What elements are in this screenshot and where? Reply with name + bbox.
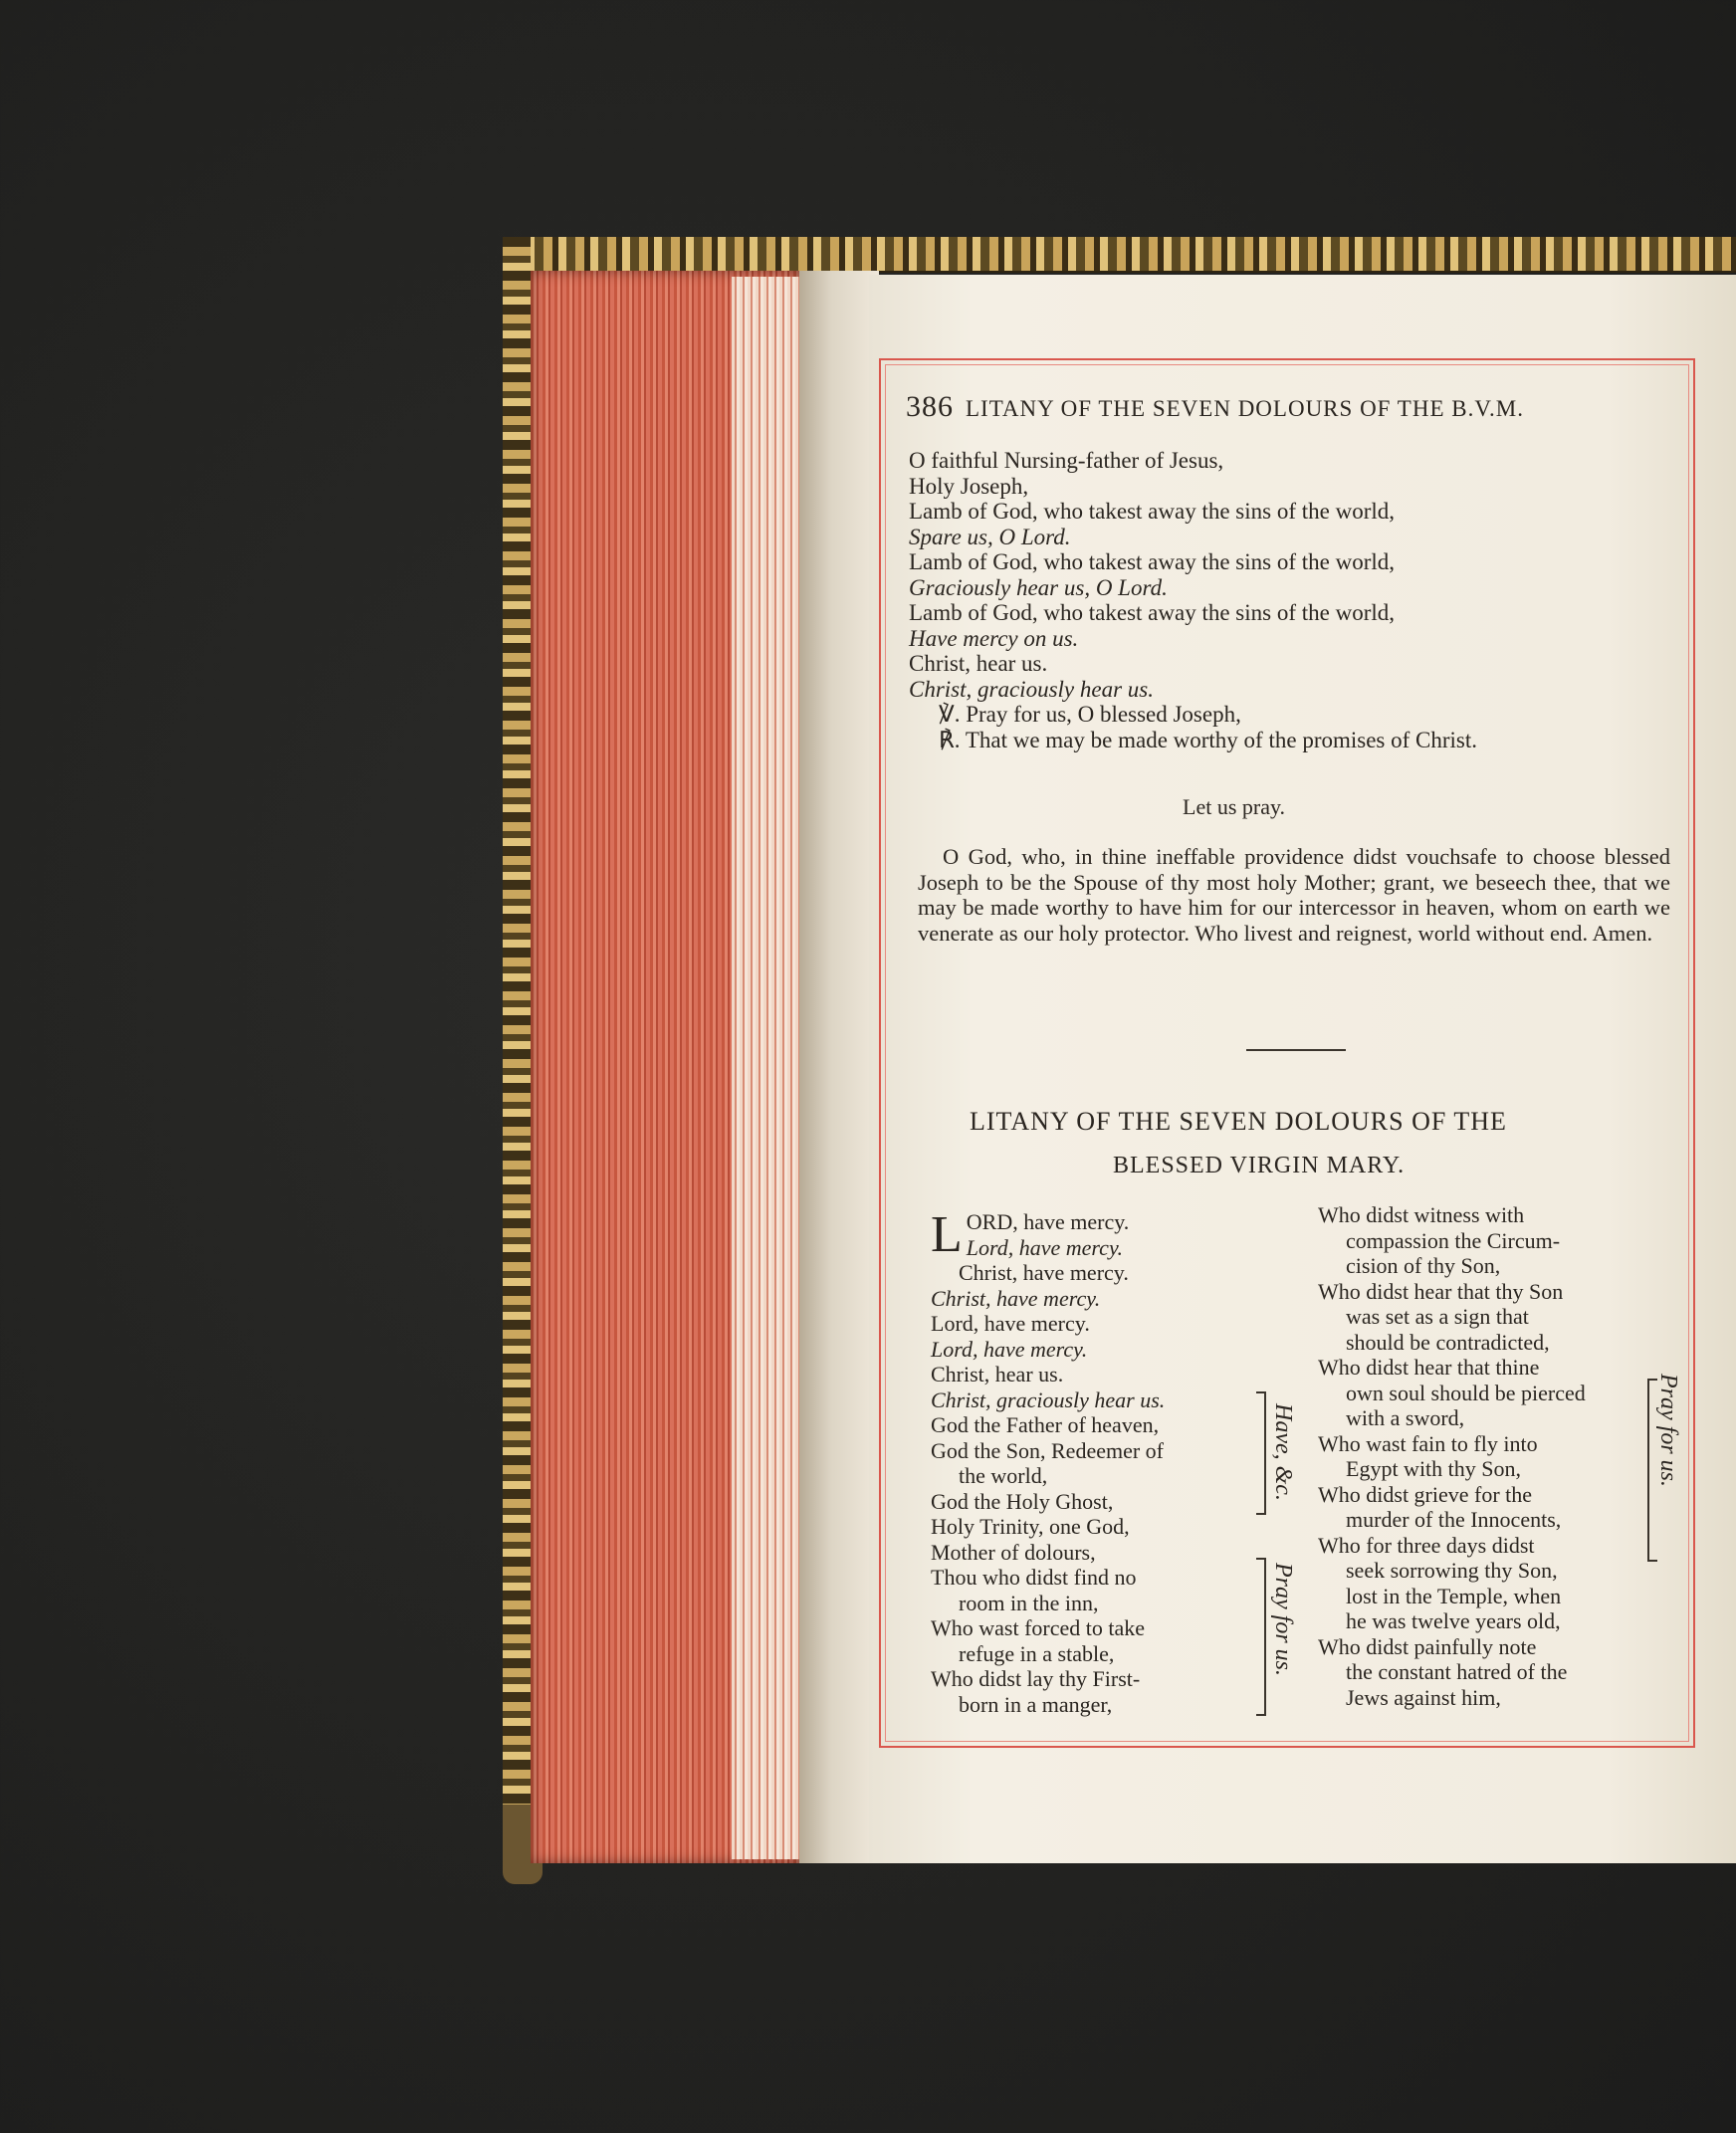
- invocation-line: Thou who didst find no: [931, 1565, 1137, 1590]
- invocation-line: Lord, have mercy.: [966, 1234, 1123, 1260]
- invocation-line: God the Holy Ghost,: [931, 1488, 1114, 1514]
- invocation-line: God the Father of heaven,: [931, 1412, 1160, 1437]
- litany-line: Lamb of God, who takest away the sins of the world,: [909, 499, 1396, 524]
- litany-column-left: [931, 1206, 1269, 1717]
- litany-title-line1: LITANY OF THE SEVEN DOLOURS OF THE: [970, 1107, 1507, 1136]
- invocation-line: own soul should be pierced: [1346, 1380, 1586, 1405]
- section-divider: [1246, 1049, 1346, 1051]
- litany-line: Lamb of God, who takest away the sins of the world,: [909, 549, 1396, 574]
- drop-cap: L: [931, 1206, 963, 1263]
- invocation-line: Who didst hear that thine: [1318, 1355, 1540, 1380]
- invocation-line: Who wast forced to take: [931, 1615, 1146, 1640]
- invocation-line: Who wast fain to fly into: [1318, 1430, 1538, 1456]
- invocation-line: Lord, have mercy.: [931, 1336, 1088, 1362]
- page-number: 386: [906, 390, 954, 423]
- invocation-line: murder of the Innocents,: [1346, 1507, 1562, 1532]
- litany-line: Have mercy on us.: [909, 625, 1079, 651]
- response-have: Have, &c.: [1270, 1403, 1296, 1501]
- invocation-line: Christ, graciously hear us.: [931, 1386, 1166, 1412]
- litany-line: Spare us, O Lord.: [909, 524, 1071, 549]
- invocation-line: Christ, have mercy.: [931, 1285, 1101, 1311]
- litany-line: Christ, graciously hear us.: [909, 676, 1154, 702]
- prayer-title: Let us pray.: [1183, 794, 1286, 819]
- litany-line: Christ, hear us.: [909, 651, 1048, 676]
- invocation-line: the world,: [959, 1463, 1048, 1488]
- invocation-line: Holy Trinity, one God,: [931, 1514, 1130, 1539]
- response-pray-left: Pray for us.: [1270, 1563, 1296, 1676]
- invocation-line: Lord, have mercy.: [931, 1311, 1090, 1336]
- page-gutter: [799, 271, 879, 1863]
- invocation-line: ORD, have mercy.: [966, 1209, 1130, 1234]
- response-bracket: [1256, 1558, 1266, 1716]
- invocation-line: Who didst hear that thy Son: [1318, 1278, 1564, 1304]
- invocation-line: God the Son, Redeemer of: [931, 1437, 1164, 1463]
- response-pray-right: Pray for us.: [1655, 1374, 1681, 1487]
- invocation-line: Who didst grieve for the: [1318, 1481, 1533, 1507]
- invocation-line: was set as a sign that: [1346, 1304, 1529, 1329]
- invocation-line: compassion the Circum-: [1346, 1227, 1561, 1253]
- litany-line: Lamb of God, who takest away the sins of the world,: [909, 600, 1396, 625]
- invocation-line: Who for three days didst: [1318, 1532, 1535, 1558]
- litany-title-line2: BLESSED VIRGIN MARY.: [1113, 1153, 1406, 1178]
- invocation-line: Egypt with thy Son,: [1346, 1456, 1522, 1481]
- invocation-line: Jews against him,: [1346, 1684, 1501, 1710]
- litany-of-joseph-ending: [909, 448, 1695, 752]
- invocation-line: Who didst painfully note: [1318, 1633, 1537, 1659]
- running-title: LITANY OF THE SEVEN DOLOURS OF THE B.V.M.: [966, 396, 1524, 421]
- litany-line: O faithful Nursing-father of Jesus,: [909, 448, 1224, 473]
- litany-line: Holy Joseph,: [909, 473, 1029, 499]
- litany-line: ℟. That we may be made worthy of the promises of Christ.: [939, 727, 1478, 752]
- invocation-line: should be contradicted,: [1346, 1329, 1550, 1355]
- invocation-line: Who didst witness with: [1318, 1202, 1525, 1227]
- invocation-line: with a sword,: [1346, 1405, 1465, 1430]
- invocation-line: room in the inn,: [959, 1590, 1099, 1615]
- invocation-line: Who didst lay thy First-: [931, 1666, 1141, 1691]
- prayer-text: O God, who, in thine ineffable providence didst vouchsafe to choose blessed Joseph to be the Spouse of thy most holy Mother; grant, we beseech thee, that we may be made worthy to have him for our intercessor in heaven, whom on earth we venerate as our holy protector. Who livest and reignest, world without end. Amen.: [918, 844, 1670, 946]
- running-header: [906, 390, 1524, 424]
- invocation-line: lost in the Temple, when: [1346, 1583, 1562, 1608]
- invocation-line: Christ, have mercy.: [959, 1260, 1129, 1285]
- invocation-line: cision of thy Son,: [1346, 1253, 1501, 1278]
- invocation-line: he was twelve years old,: [1346, 1608, 1561, 1633]
- invocation-line: born in a manger,: [959, 1691, 1113, 1717]
- cover-top-edge: [503, 237, 1736, 273]
- invocation-line: the constant hatred of the: [1346, 1659, 1568, 1684]
- invocation-line: Christ, hear us.: [931, 1362, 1064, 1386]
- cover-spine-edge: [503, 237, 531, 1869]
- invocation-line: Mother of dolours,: [931, 1539, 1096, 1565]
- litany-column-right: [1318, 1202, 1676, 1710]
- litany-line: ℣. Pray for us, O blessed Joseph,: [939, 702, 1241, 727]
- invocation-line: seek sorrowing thy Son,: [1346, 1558, 1558, 1583]
- invocation-line: refuge in a stable,: [959, 1640, 1115, 1666]
- response-bracket: [1256, 1391, 1266, 1515]
- page-edges-light: [732, 277, 801, 1859]
- litany-line: Graciously hear us, O Lord.: [909, 574, 1168, 600]
